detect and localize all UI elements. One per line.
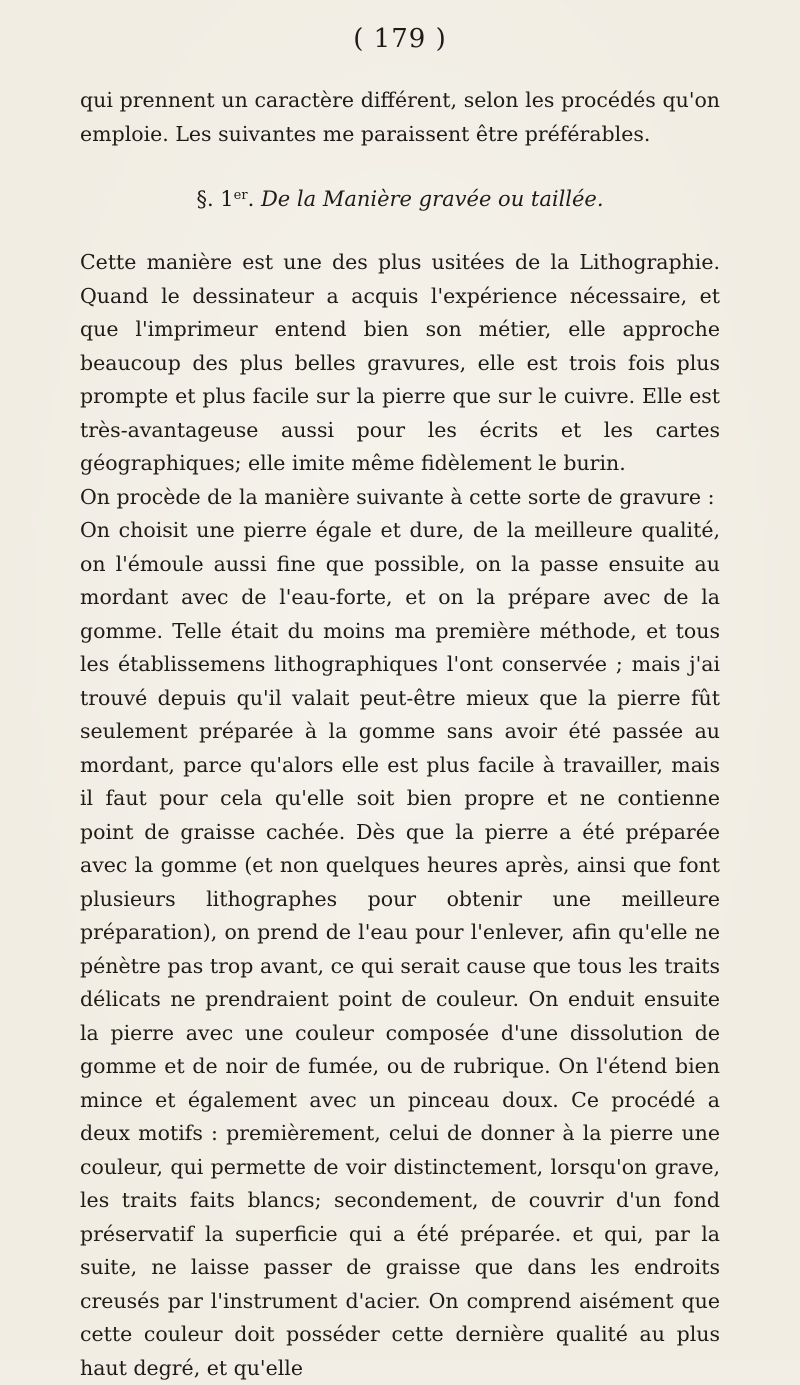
- section-symbol-dot: .: [247, 187, 255, 211]
- section-symbol: §. 1: [196, 187, 234, 211]
- section-title: De la Manière gravée ou taillée.: [260, 187, 604, 211]
- body-text: [80, 246, 720, 1385]
- section-heading: [0, 184, 800, 214]
- paragraph-3: On choisit une pierre égale et dure, de la meilleure qualité, on l'émoule aussi fine que possible, on la passe ensuite au mordant avec de l'eau-forte, et on la prépare avec de la gomme. Telle était du moins ma première méthode, et tous les établissemens lithographiques l'ont conservée ; mais j'ai trouvé depuis qu'il valait peut-être mieux que la pierre fût seulement préparée à la gomme sans avoir été passée au mordant, parce qu'alors elle est plus facile à travailler, mais il faut pour cela qu'elle soit bien propre et ne contienne point de graisse cachée. Dès que la pierre a été préparée avec la gomme (et non quelques heures après, ainsi que font plusieurs lithographes pour obtenir une meilleure préparation), on prend de l'eau pour l'enlever, afin qu'elle ne pénètre pas trop avant, ce qui serait cause que tous les traits délicats ne prendraient point de couleur. On enduit ensuite la pierre avec une couleur composée d'une dissolution de gomme et de noir de fumée, ou de rubrique. On l'étend bien mince et également avec un pinceau doux. Ce procédé a deux motifs : premièrement, celui de donner à la pierre une couleur, qui permette de voir distinctement, lorsqu'on grave, les traits faits blancs; secondement, de couvrir d'un fond préservatif la superficie qui a été préparée. et qui, par la suite, ne laisse passer de graisse que dans les endroits creusés par l'instrument d'acier. On comprend aisément que cette couleur doit posséder cette dernière qualité au plus haut degré, et qu'elle: [80, 518, 720, 1380]
- intro-paragraph: [80, 84, 720, 151]
- paragraph-2: On procède de la manière suivante à cette sorte de gravure :: [80, 484, 715, 509]
- paragraph-1: Cette manière est une des plus usitées de la Lithographie. Quand le dessinateur a acquis l'expérience nécessaire, et que l'imprimeur entend bien son métier, elle approche beaucoup des plus belles gravures, elle est trois fois plus prompte et plus facile sur la pierre que sur le cuivre. Elle est très-avantageuse aussi pour les écrits et les cartes géographiques; elle imite même fidèlement le burin.: [80, 250, 720, 475]
- page-number: ( 179 ): [353, 24, 447, 54]
- intro-text: qui prennent un caractère différent, selon les procédés qu'on emploie. Les suivantes me paraissent être préférables.: [80, 88, 720, 146]
- section-symbol-superscript: er: [233, 188, 248, 203]
